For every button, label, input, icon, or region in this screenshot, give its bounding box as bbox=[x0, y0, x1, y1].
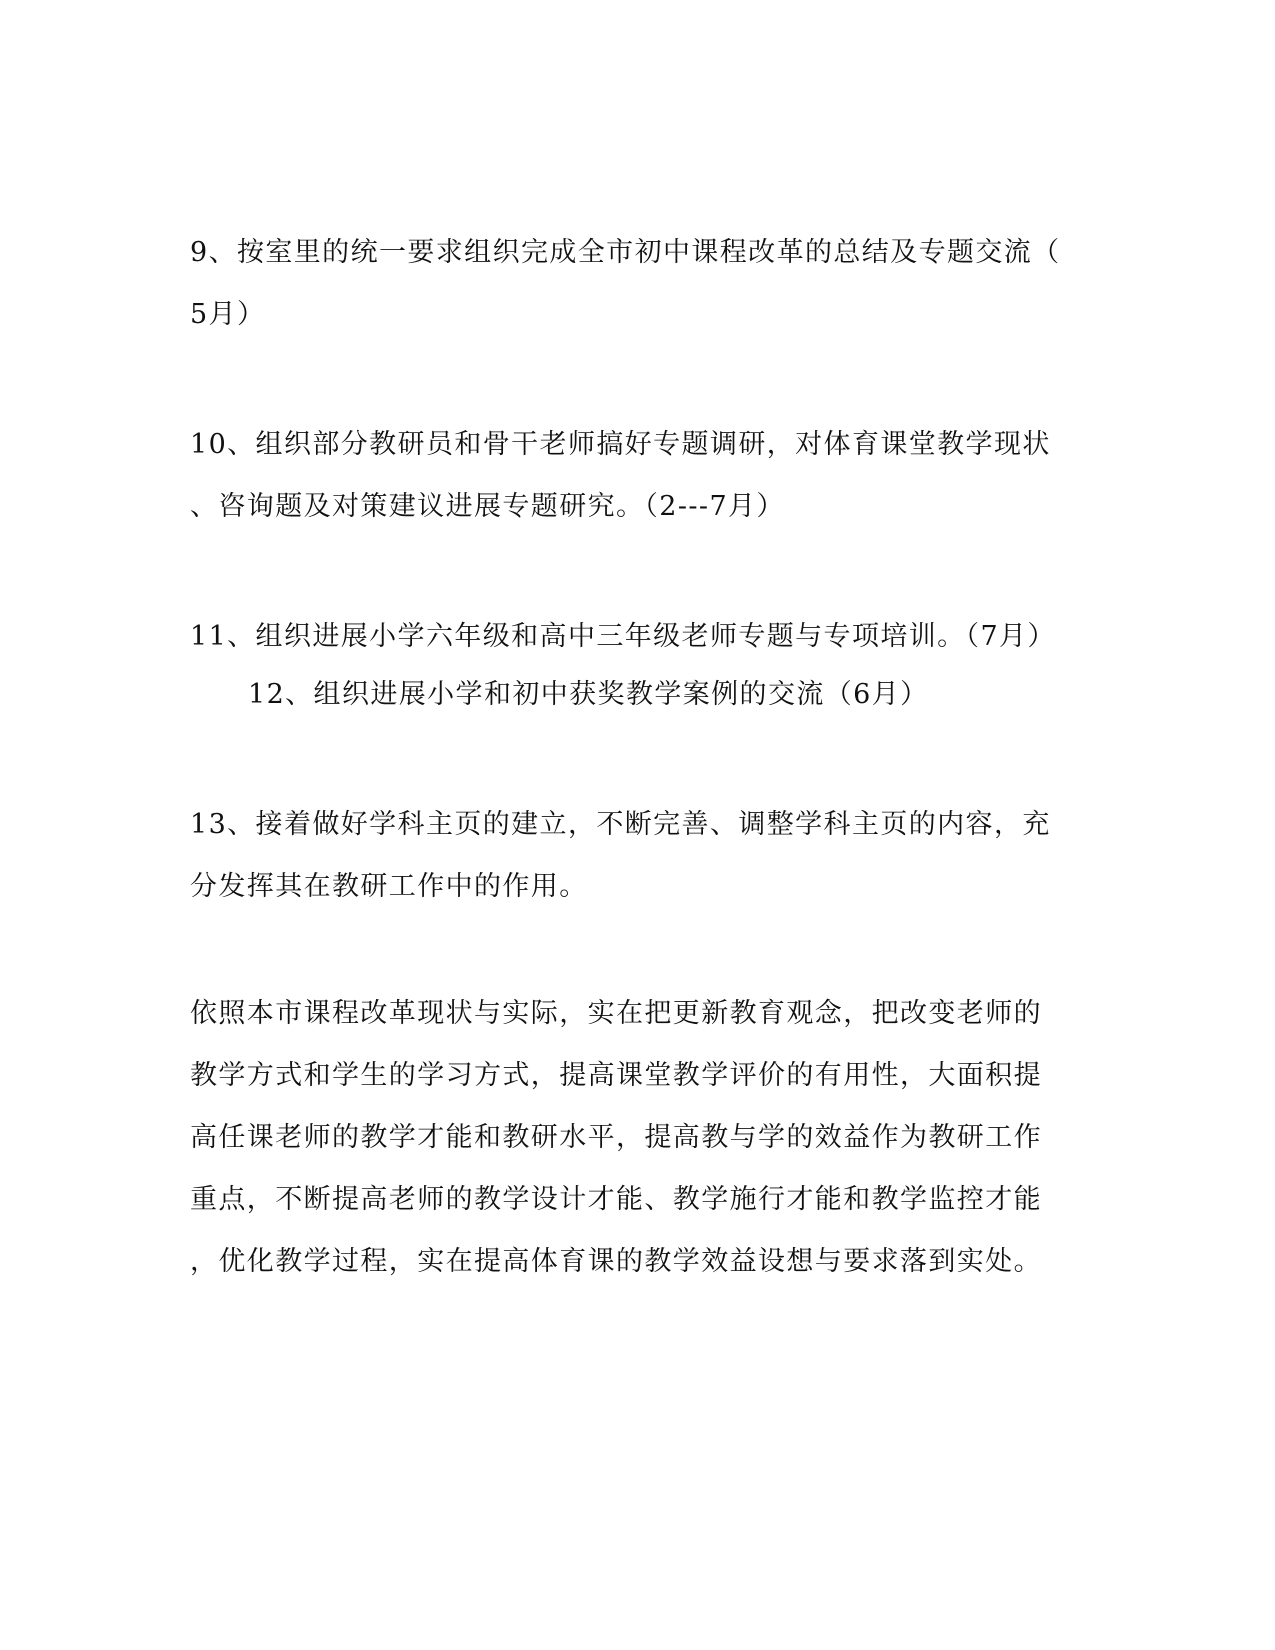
item-10-line-1: 10、组织部分教研员和骨干老师搞好专题调研，对体育课堂教学现状 bbox=[190, 429, 1051, 460]
item-13-line-1: 13、接着做好学科主页的建立，不断完善、调整学科主页的内容，充 bbox=[190, 809, 1051, 840]
item-13-line-2: 分发挥其在教研工作中的作用。 bbox=[190, 871, 588, 902]
summary-line-2: 教学方式和学生的学习方式，提高课堂教学评价的有用性，大面积提 bbox=[190, 1060, 1042, 1091]
item-9-line-1: 9、按室里的统一要求组织完成全市初中课程改革的总结及专题交流（ bbox=[190, 237, 1061, 268]
item-12-line: 12、组织进展小学和初中获奖教学案例的交流（6月） bbox=[248, 679, 929, 710]
summary-line-5: ，优化教学过程，实在提高体育课的教学效益设想与要求落到实处。 bbox=[190, 1246, 1042, 1277]
summary-line-3: 高任课老师的教学才能和教研水平，提高教与学的效益作为教研工作 bbox=[190, 1122, 1042, 1153]
item-10-line-2: 、咨询题及对策建议进展专题研究。（2---7月） bbox=[190, 491, 785, 522]
item-9-line-2: 5月） bbox=[190, 299, 266, 330]
item-11-line: 11、组织进展小学六年级和高中三年级老师专题与专项培训。（7月） bbox=[190, 621, 1056, 652]
summary-line-1: 依照本市课程改革现状与实际，实在把更新教育观念，把改变老师的 bbox=[190, 998, 1042, 1029]
summary-line-4: 重点，不断提高老师的教学设计才能、教学施行才能和教学监控才能 bbox=[190, 1184, 1042, 1215]
